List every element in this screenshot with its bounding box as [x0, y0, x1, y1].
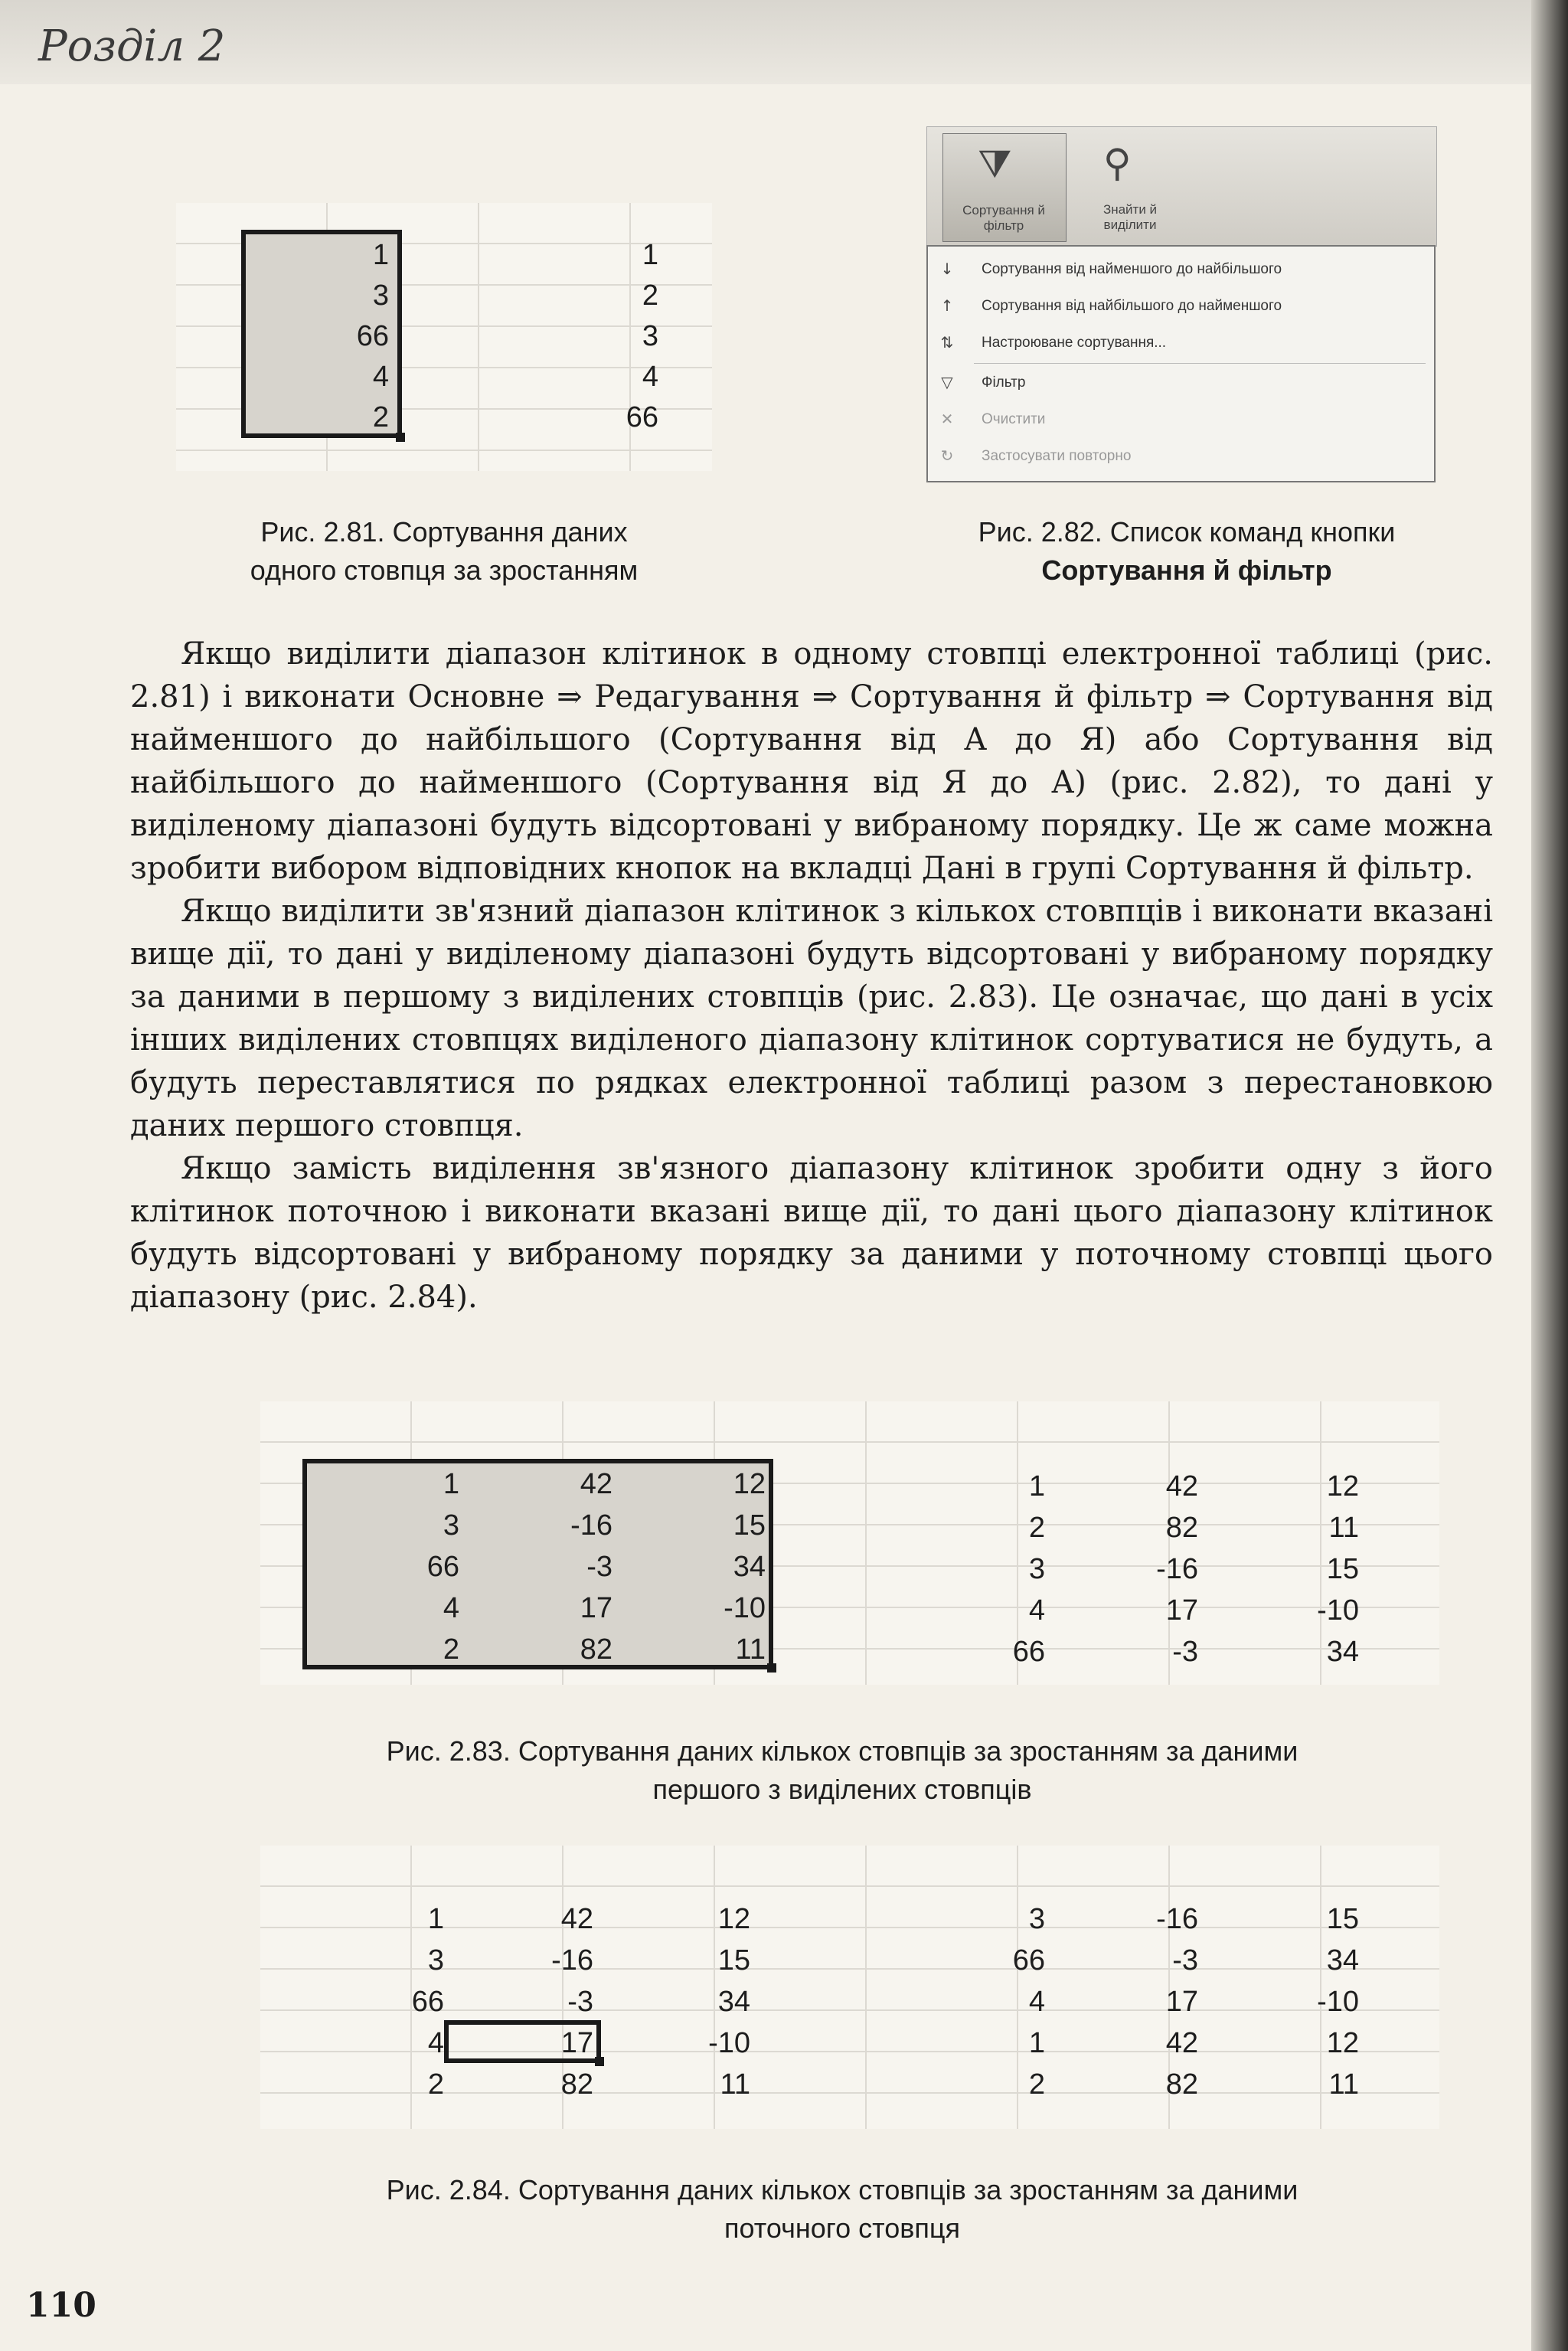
- menu-item-sort-asc[interactable]: [928, 253, 1433, 286]
- menu-item-label: Фільтр: [982, 374, 1026, 391]
- menu-item-label: Застосувати повторно: [982, 448, 1132, 464]
- sort-filter-label: Сортування й фільтр: [962, 203, 1045, 233]
- ribbon-group: [926, 126, 1437, 247]
- table-cell: 3: [1028, 1903, 1045, 1935]
- fig281-right-column: [536, 235, 658, 438]
- table-cell: 4: [1028, 1594, 1045, 1627]
- menu-item-label: Сортування від найбільшого до найменшого: [982, 298, 1282, 314]
- caption-line: поточного стовпця: [724, 2212, 960, 2244]
- table-cell: -10: [708, 2027, 750, 2059]
- menu-item-custom-sort[interactable]: [928, 326, 1433, 360]
- fig283-caption: [230, 1732, 1455, 1809]
- table-cell: -10: [724, 1592, 766, 1624]
- table-cell: 11: [1328, 1512, 1359, 1544]
- table-cell: 17: [580, 1592, 612, 1624]
- table-cell: -16: [570, 1509, 612, 1542]
- table-cell: 42: [580, 1468, 612, 1500]
- table-cell: 82: [580, 1633, 612, 1666]
- table-cell: 15: [733, 1509, 766, 1542]
- cell: 66: [356, 320, 389, 352]
- table-cell: 2: [427, 2068, 444, 2101]
- table-cell: 3: [443, 1509, 459, 1542]
- find-select-button[interactable]: [1084, 133, 1176, 240]
- table-cell: 2: [443, 1633, 459, 1666]
- paragraph-1: Якщо виділити діапазон клітинок в одному стовпці електронної таблиці (рис. 2.81) і виконати Основне ⇒ Редагування ⇒ Сортування й фільтр ⇒ Сортування від найменшого до найбільшого (Сортування від А до Я) або Сортування від найбільшого до найменшого (Сортування від Я до А) (рис. 2.82), то дані у виділеному діапазоні будуть відсортовані у вибраному порядку. Це ж саме можна зробити вибором відповідних кнопок на вкладці Дані в групі Сортування й фільтр.: [130, 636, 1493, 886]
- sort-az-icon: ↓: [940, 260, 954, 278]
- table-cell: 66: [1012, 1636, 1045, 1668]
- table-cell: 42: [1165, 2027, 1198, 2059]
- table-cell: 66: [1012, 1944, 1045, 1977]
- menu-item-reapply[interactable]: [928, 440, 1433, 473]
- caption-line: [888, 551, 1485, 590]
- table-cell: 15: [1326, 1553, 1359, 1585]
- table-cell: 17: [1165, 1594, 1198, 1627]
- caption-line: першого з виділених стовпців: [652, 1774, 1032, 1805]
- chapter-title: Розділ 2: [38, 21, 226, 71]
- table-cell: 34: [1326, 1636, 1359, 1668]
- table-cell: 42: [560, 1903, 593, 1935]
- table-cell: -16: [1156, 1553, 1198, 1585]
- caption-line: Рис. 2.84. Сортування даних кількох стовпців за зростанням за даними: [386, 2174, 1298, 2205]
- table-cell: 1: [1028, 1470, 1045, 1502]
- sort-za-icon: ↑: [940, 296, 954, 315]
- table-cell: -16: [1156, 1903, 1198, 1935]
- fig282-caption: [888, 513, 1485, 590]
- table-cell: 66: [426, 1551, 459, 1583]
- clear-icon: ✕: [940, 410, 954, 428]
- cell: 66: [626, 401, 658, 433]
- fill-handle: [396, 433, 405, 442]
- table-cell: -16: [551, 1944, 593, 1977]
- caption-bold: Сортування й фільтр: [1041, 554, 1332, 586]
- reapply-icon: ↻: [940, 446, 954, 465]
- table-cell: 11: [735, 1633, 766, 1666]
- find-select-label: Знайти й виділити: [1102, 202, 1158, 232]
- table-cell: 4: [443, 1592, 459, 1624]
- menu-item-label: Настроюване сортування...: [982, 335, 1167, 351]
- menu-item-label: Сортування від найменшого до найбільшого: [982, 261, 1282, 277]
- table-cell: 1: [1028, 2027, 1045, 2059]
- table-cell: 2: [1028, 2068, 1045, 2101]
- table-cell: 12: [717, 1903, 750, 1935]
- table-cell: -3: [1172, 1944, 1198, 1977]
- table-cell: 34: [1326, 1944, 1359, 1977]
- fill-handle: [595, 2057, 604, 2066]
- cell: 1: [372, 239, 389, 271]
- cell: 2: [642, 280, 658, 312]
- table-cell: 3: [1028, 1553, 1045, 1585]
- cell: 3: [642, 320, 658, 352]
- caption-line: Рис. 2.82. Список команд кнопки: [978, 516, 1396, 548]
- page-number: 110: [26, 2286, 96, 2325]
- table-cell: 4: [1028, 1986, 1045, 2018]
- table-cell: 82: [1165, 2068, 1198, 2101]
- cell: 4: [372, 361, 389, 393]
- table-cell: 12: [733, 1468, 766, 1500]
- cell: 4: [642, 361, 658, 393]
- menu-item-filter[interactable]: [928, 366, 1433, 400]
- fill-handle: [767, 1663, 776, 1673]
- table-cell: 2: [1028, 1512, 1045, 1544]
- table-cell: -10: [1317, 1594, 1359, 1627]
- binoculars-icon: ⚲: [1103, 141, 1132, 185]
- table-cell: 82: [560, 2068, 593, 2101]
- book-spine-shadow: [1531, 0, 1568, 2351]
- menu-separator: [974, 363, 1426, 364]
- paragraph-3: Якщо замість виділення зв'язного діапазону клітинок зробити одну з його клітинок поточною і виконати вказані вище дії, то дані цього діапазону клітинок будуть відсортовані у вибраному порядку за даними у поточному стовпці цього діапазону (рис. 2.84).: [130, 1151, 1493, 1315]
- table-cell: 17: [560, 2027, 593, 2059]
- table-cell: 1: [427, 1903, 444, 1935]
- menu-item-label: Очистити: [982, 411, 1046, 427]
- paragraph-2: Якщо виділити зв'язний діапазон клітинок з кількох стовпців і виконати вказані вище дії, то дані у виділеному діапазоні будуть відсортовані у вибраному порядку за даними в першому з виділених стовпців (рис. 2.83). Це означає, що дані в усіх інших виділених стовпцях виділеного діапазону клітинок сортуватися не будуть, а будуть переставлятися по рядках електронної таблиці разом з перестановкою даних першого стовпця.: [130, 894, 1493, 1143]
- caption-line: Рис. 2.83. Сортування даних кількох стовпців за зростанням за даними: [386, 1735, 1298, 1767]
- menu-item-clear[interactable]: [928, 403, 1433, 437]
- fig281-caption: [176, 513, 712, 590]
- cell: 1: [642, 239, 658, 271]
- fig284-caption: [230, 2171, 1455, 2248]
- table-cell: 34: [717, 1986, 750, 2018]
- table-cell: -3: [567, 1986, 593, 2018]
- filter-icon: ▽: [941, 373, 953, 391]
- sort-filter-icon: ⧩: [978, 142, 1012, 186]
- table-cell: 82: [1165, 1512, 1198, 1544]
- sort-filter-ribbon: [926, 126, 1436, 486]
- sort-filter-menu: [926, 245, 1436, 482]
- caption-line: одного стовпця за зростанням: [250, 554, 639, 586]
- sort-filter-button[interactable]: [942, 133, 1067, 242]
- cell: 2: [372, 401, 389, 433]
- table-cell: 12: [1326, 1470, 1359, 1502]
- table-cell: 1: [443, 1468, 459, 1500]
- table-cell: 12: [1326, 2027, 1359, 2059]
- table-cell: 17: [1165, 1986, 1198, 2018]
- table-cell: -10: [1317, 1986, 1359, 2018]
- chapter-header-bar: [0, 0, 1531, 84]
- table-cell: 11: [1328, 2068, 1359, 2101]
- menu-item-sort-desc[interactable]: [928, 289, 1433, 323]
- cell: 3: [372, 280, 389, 312]
- table-cell: 34: [733, 1551, 766, 1583]
- table-cell: 66: [411, 1986, 444, 2018]
- table-cell: 4: [427, 2027, 444, 2059]
- table-cell: 15: [717, 1944, 750, 1977]
- caption-line: Рис. 2.81. Сортування даних: [260, 516, 628, 548]
- fig281-left-column: [253, 235, 389, 438]
- table-cell: 3: [427, 1944, 444, 1977]
- table-cell: 11: [720, 2068, 750, 2101]
- table-cell: 42: [1165, 1470, 1198, 1502]
- table-cell: -3: [586, 1551, 612, 1583]
- table-cell: -3: [1172, 1636, 1198, 1668]
- table-cell: 15: [1326, 1903, 1359, 1935]
- custom-sort-icon: ⇅: [940, 333, 954, 352]
- body-text: [130, 633, 1493, 1319]
